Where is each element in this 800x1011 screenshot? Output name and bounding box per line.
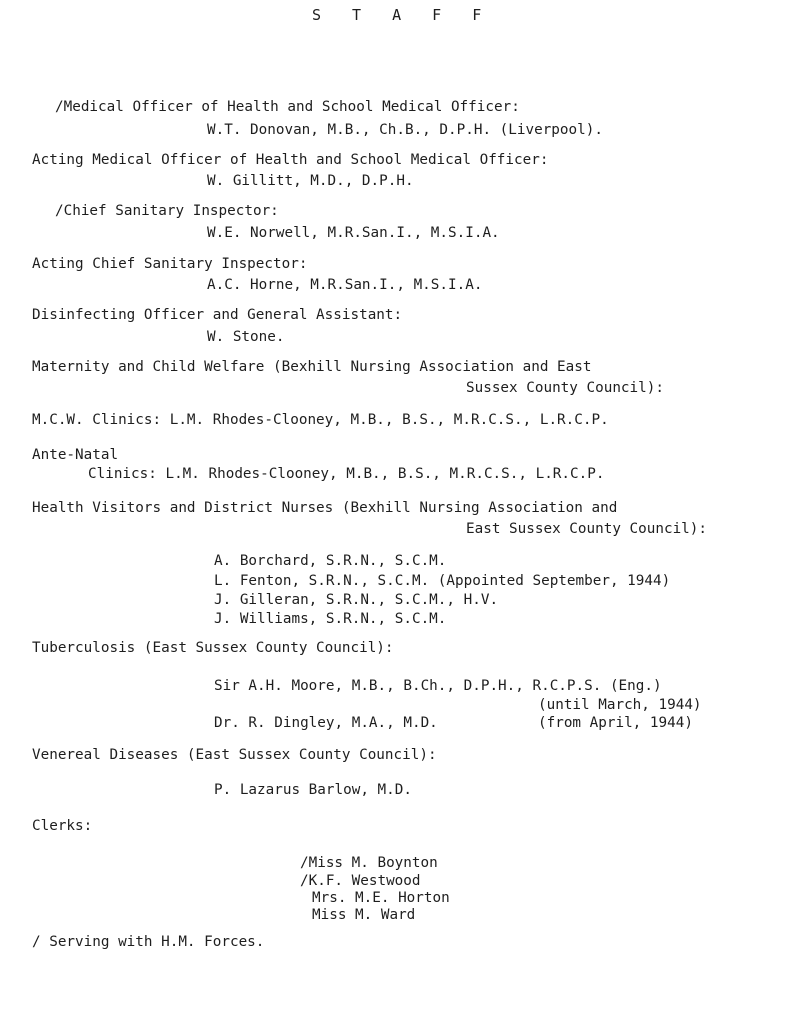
clerk-4: Miss M. Ward <box>312 907 416 923</box>
clerk-2: /K.F. Westwood <box>300 873 421 889</box>
tb-officer-1-note: (until March, 1944) <box>538 697 702 713</box>
hv-nurse-3: J. Gilleran, S.R.N., S.C.M., H.V. <box>214 592 499 608</box>
clerk-3: Mrs. M.E. Horton <box>312 890 450 906</box>
vd-officer-1: P. Lazarus Barlow, M.D. <box>214 782 412 798</box>
csi-heading: /Chief Sanitary Inspector: <box>55 203 279 219</box>
mcw-heading-line-2: Sussex County Council): <box>466 380 664 396</box>
mcw-clinics: M.C.W. Clinics: L.M. Rhodes-Clooney, M.B., B.S., M.R.C.S., L.R.C.P. <box>32 412 609 428</box>
disinfecting-heading: Disinfecting Officer and General Assistant: <box>32 307 403 323</box>
acting-csi-name: A.C. Horne, M.R.San.I., M.S.I.A. <box>207 277 483 293</box>
antenatal-line-1: Ante-Natal <box>32 447 119 463</box>
hv-nurse-1: A. Borchard, S.R.N., S.C.M. <box>214 553 447 569</box>
tb-officer-1: Sir A.H. Moore, M.B., B.Ch., D.P.H., R.C.P.S. (Eng.) <box>214 678 662 694</box>
tb-officer-2-note: (from April, 1944) <box>538 715 693 731</box>
disinfecting-name: W. Stone. <box>207 329 285 345</box>
footnote: / Serving with H.M. Forces. <box>32 934 265 950</box>
clerk-1: /Miss M. Boynton <box>300 855 438 871</box>
acting-csi-heading: Acting Chief Sanitary Inspector: <box>32 256 308 272</box>
vd-heading: Venereal Diseases (East Sussex County Council): <box>32 747 437 763</box>
acting-mooh-heading: Acting Medical Officer of Health and School Medical Officer: <box>32 152 549 168</box>
antenatal-line-2: Clinics: L.M. Rhodes-Clooney, M.B., B.S., M.R.C.S., L.R.C.P. <box>88 466 605 482</box>
hv-nurse-2: L. Fenton, S.R.N., S.C.M. (Appointed September, 1944) <box>214 573 671 589</box>
hv-nurse-4: J. Williams, S.R.N., S.C.M. <box>214 611 447 627</box>
tb-heading: Tuberculosis (East Sussex County Council): <box>32 640 394 656</box>
mooh-name: W.T. Donovan, M.B., Ch.B., D.P.H. (Liverpool). <box>207 122 603 138</box>
mcw-heading-line-1: Maternity and Child Welfare (Bexhill Nursing Association and East <box>32 359 592 375</box>
acting-mooh-name: W. Gillitt, M.D., D.P.H. <box>207 173 414 189</box>
page-title: S T A F F <box>312 6 493 24</box>
hv-heading-line-1: Health Visitors and District Nurses (Bexhill Nursing Association and <box>32 500 618 516</box>
mooh-heading: /Medical Officer of Health and School Medical Officer: <box>55 99 520 115</box>
csi-name: W.E. Norwell, M.R.San.I., M.S.I.A. <box>207 225 500 241</box>
hv-heading-line-2: East Sussex County Council): <box>466 521 708 537</box>
clerks-heading: Clerks: <box>32 818 93 834</box>
tb-officer-2: Dr. R. Dingley, M.A., M.D. <box>214 715 438 731</box>
